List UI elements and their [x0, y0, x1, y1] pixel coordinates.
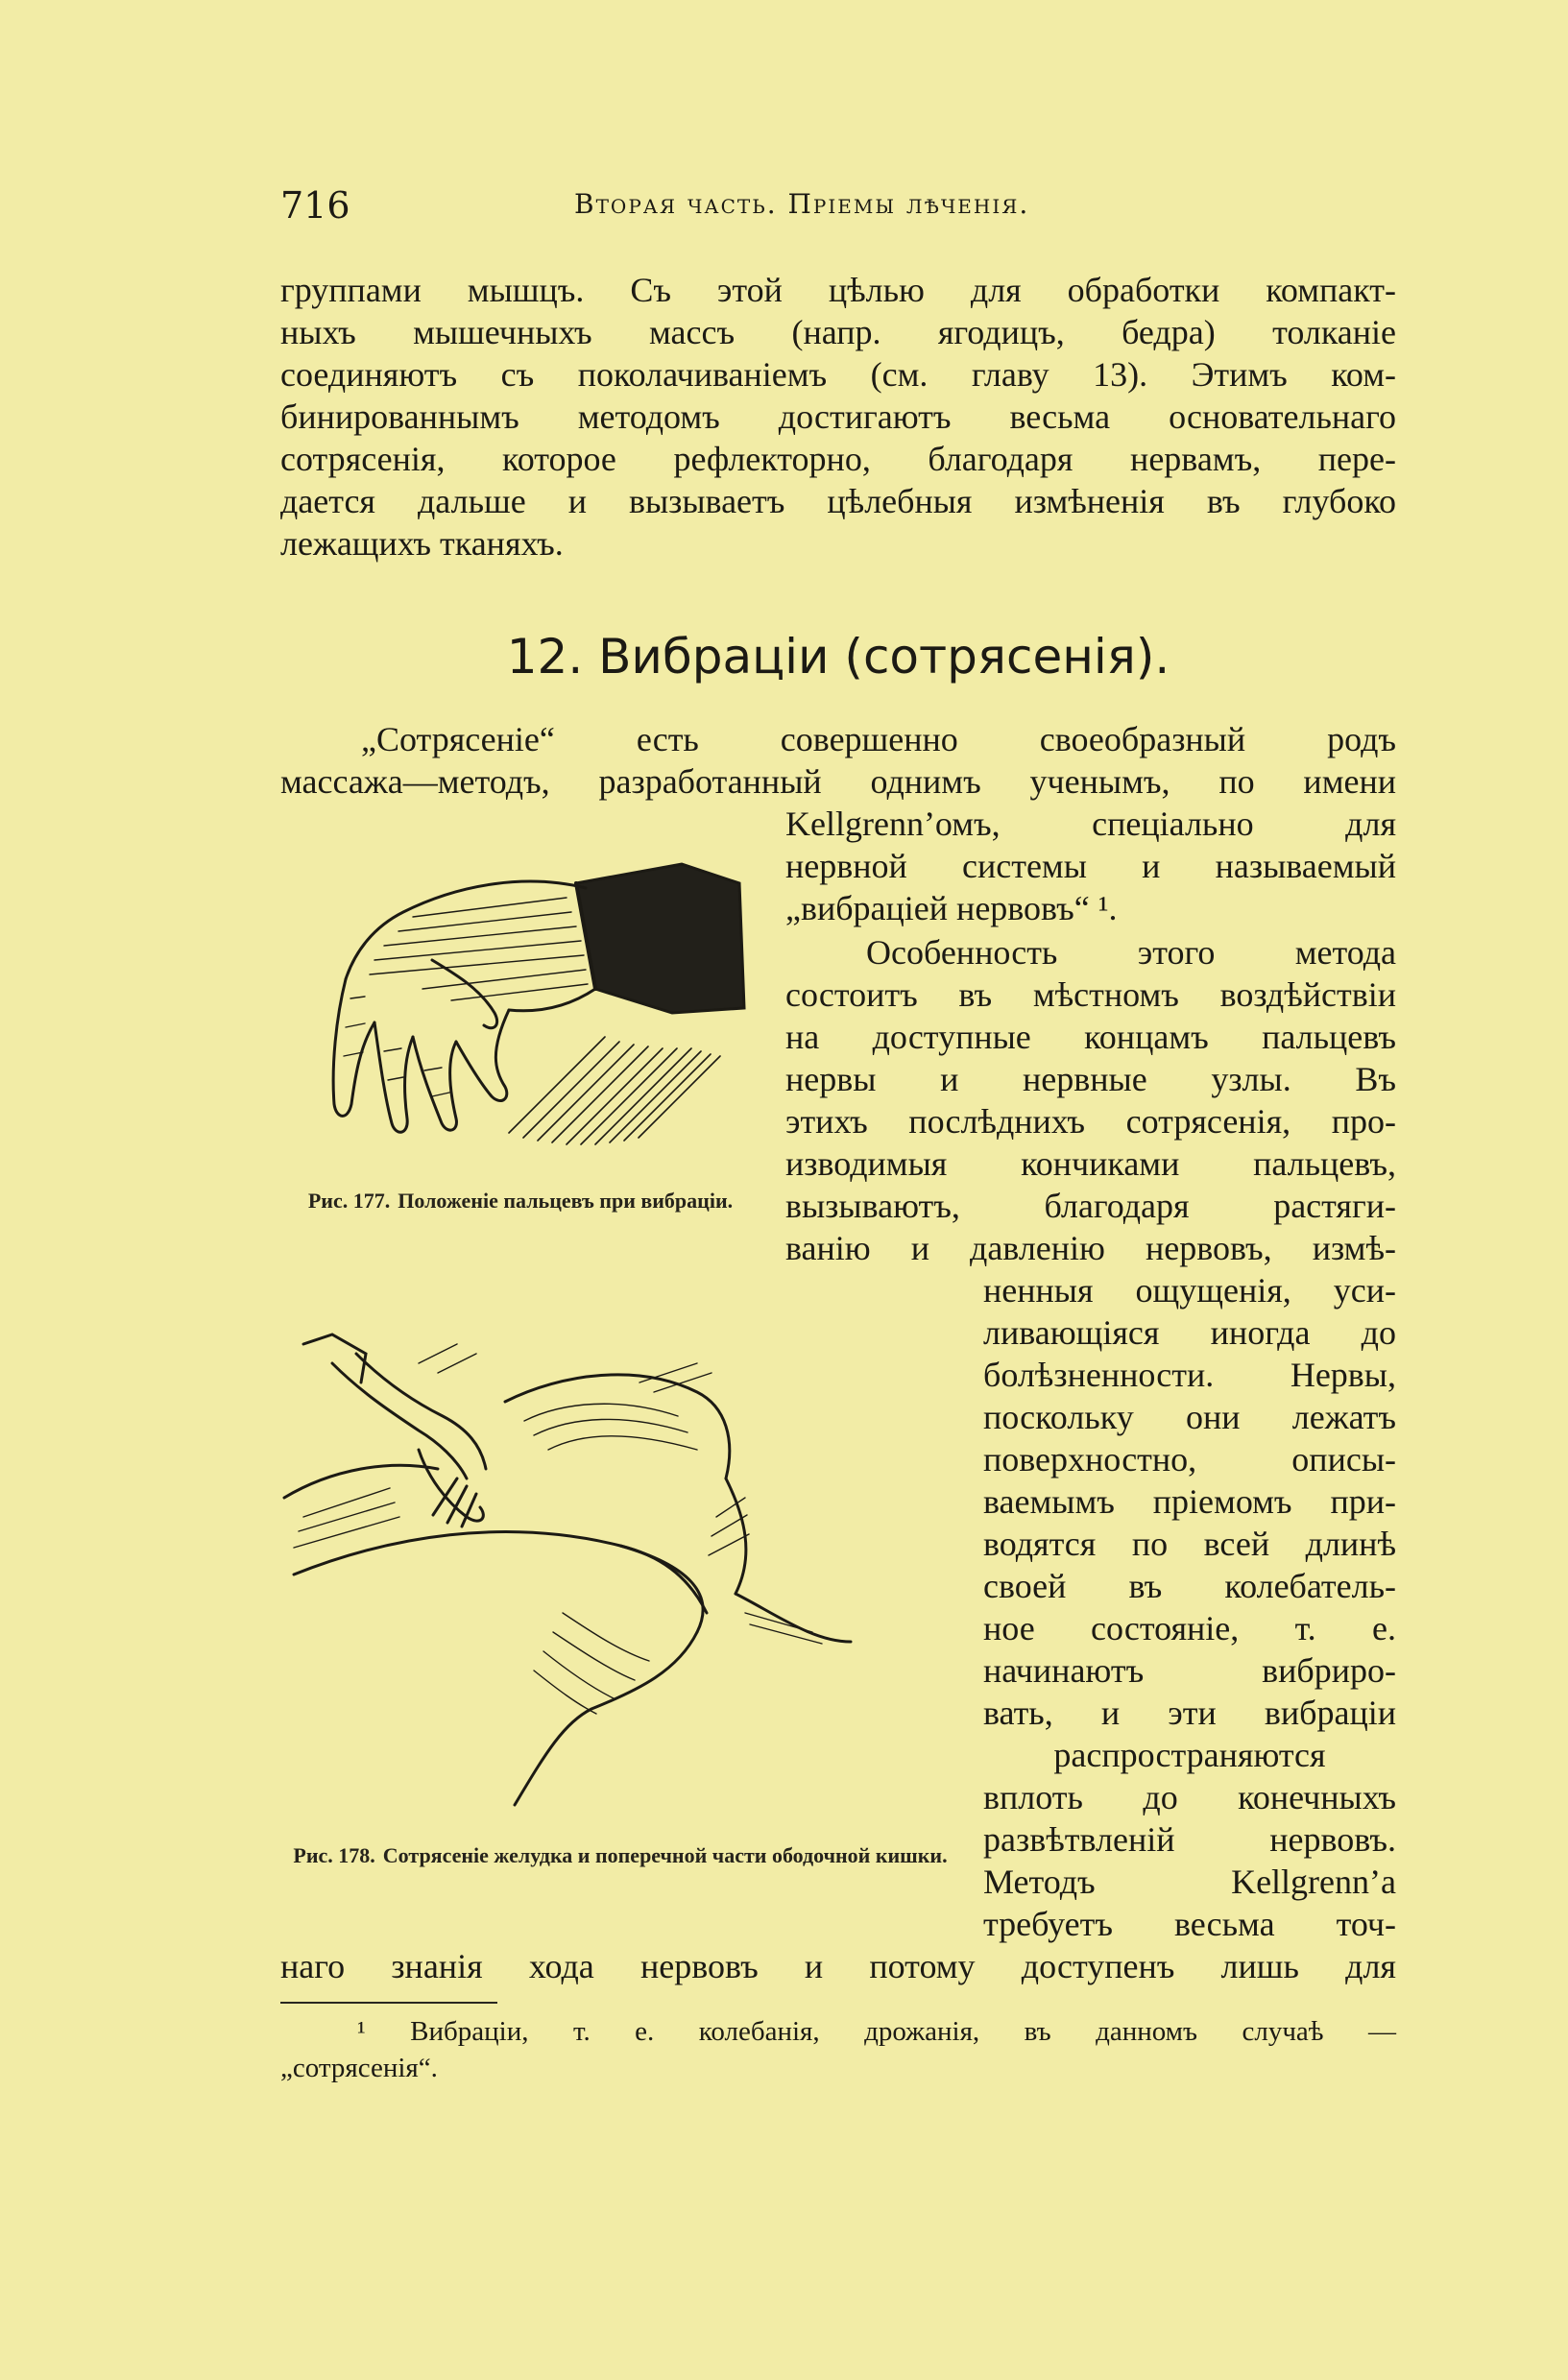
text-line: ненныя ощущенія, уси- — [983, 1271, 1396, 1310]
text-line: на доступные концамъ пальцевъ — [785, 1018, 1396, 1056]
running-head: Вторая часть. Пріемы лѣченія. — [574, 188, 1030, 220]
figure-178-label: Рис. 178. — [293, 1843, 375, 1867]
text-line: Методъ Kellgrenn’a — [983, 1863, 1396, 1901]
text-line: поверхностно, описы- — [983, 1440, 1396, 1478]
figure-177-label: Рис. 177. — [307, 1189, 391, 1213]
footnote-line: „сотрясенія“. — [280, 2053, 438, 2083]
text-line: изводимыя кончиками пальцевъ, — [785, 1144, 1396, 1183]
text-line: бинированнымъ методомъ достигаютъ весьма основательнаго — [280, 397, 1396, 436]
page-number: 716 — [280, 184, 350, 227]
text-line: соединяютъ съ поколачиваніемъ (см. главу 13). Этимъ ком- — [280, 355, 1396, 394]
text-line: болѣзненности. Нервы, — [983, 1356, 1396, 1394]
section-title: 12. Вибраціи (сотрясенія). — [506, 629, 1170, 685]
text-line: вать, и эти вибраціи — [983, 1694, 1396, 1732]
figure-178-caption — [275, 1843, 966, 1868]
text-line: развѣтвленій нервовъ. — [983, 1820, 1396, 1859]
text-line: состоитъ въ мѣстномъ воздѣйствіи — [785, 975, 1396, 1014]
text-line: Особенность этого метода — [866, 933, 1396, 972]
text-line: ное состояніе, т. е. — [983, 1609, 1396, 1647]
text-line: ливающіяся иногда до — [983, 1313, 1396, 1352]
text-line: вызываютъ, благодаря растяги- — [785, 1187, 1396, 1225]
figure-177-text: Положеніе пальцевъ при вибраціи. — [398, 1189, 734, 1213]
text-line: „вибраціей нервовъ“ ¹. — [785, 889, 1118, 927]
text-line: своей въ колебатель- — [983, 1567, 1396, 1605]
text-line: Kellgrenn’омъ, спеціально для — [785, 805, 1396, 843]
text-line: ныхъ мышечныхъ массъ (напр. ягодицъ, бедра) толканіе — [280, 313, 1396, 351]
footnote-separator — [280, 2002, 497, 2004]
text-line: наго знанія хода нервовъ и потому доступенъ лишь для — [280, 1947, 1396, 1985]
text-line: распространяются — [1053, 1736, 1326, 1774]
text-line: массажа—методъ, разработанный однимъ ученымъ, по имени — [280, 762, 1396, 801]
text-line: поскольку они лежатъ — [983, 1398, 1396, 1436]
text-line: начинаютъ вибриро- — [983, 1651, 1396, 1690]
text-line: этихъ послѣднихъ сотрясенія, про- — [785, 1102, 1396, 1141]
text-line: лежащихъ тканяхъ. — [280, 524, 564, 563]
page-header — [280, 184, 1396, 232]
text-line: дается дальше и вызываетъ цѣлебныя измѣненія въ глубоко — [280, 482, 1396, 520]
figure-178-text: Сотрясеніе желудка и поперечной части ободочной кишки. — [382, 1843, 948, 1867]
text-line: группами мышцъ. Съ этой цѣлью для обработки компакт- — [280, 271, 1396, 309]
text-line: ванію и давленію нервовъ, измѣ- — [785, 1229, 1396, 1267]
text-line: ваемымъ пріемомъ при- — [983, 1482, 1396, 1521]
footnote-line: ¹ Вибраціи, т. е. колебанія, дрожанія, въ данномъ случаѣ — — [357, 2016, 1396, 2047]
figure-177-caption — [280, 1189, 760, 1214]
text-line: водятся по всей длинѣ — [983, 1525, 1396, 1563]
text-line: вплоть до конечныхъ — [983, 1778, 1396, 1816]
text-line: нервы и нервные узлы. Въ — [785, 1060, 1396, 1098]
text-line: нервной системы и называемый — [785, 847, 1396, 885]
figure-177-hand-illustration — [288, 845, 759, 1171]
text-line: „Сотрясеніе“ есть совершенно своеобразный родъ — [361, 720, 1396, 758]
text-line: сотрясенія, которое рефлекторно, благодаря нервамъ, пере- — [280, 440, 1396, 478]
text-line: требуетъ весьма точ- — [983, 1905, 1396, 1943]
figure-178-abdomen-illustration — [275, 1325, 966, 1815]
